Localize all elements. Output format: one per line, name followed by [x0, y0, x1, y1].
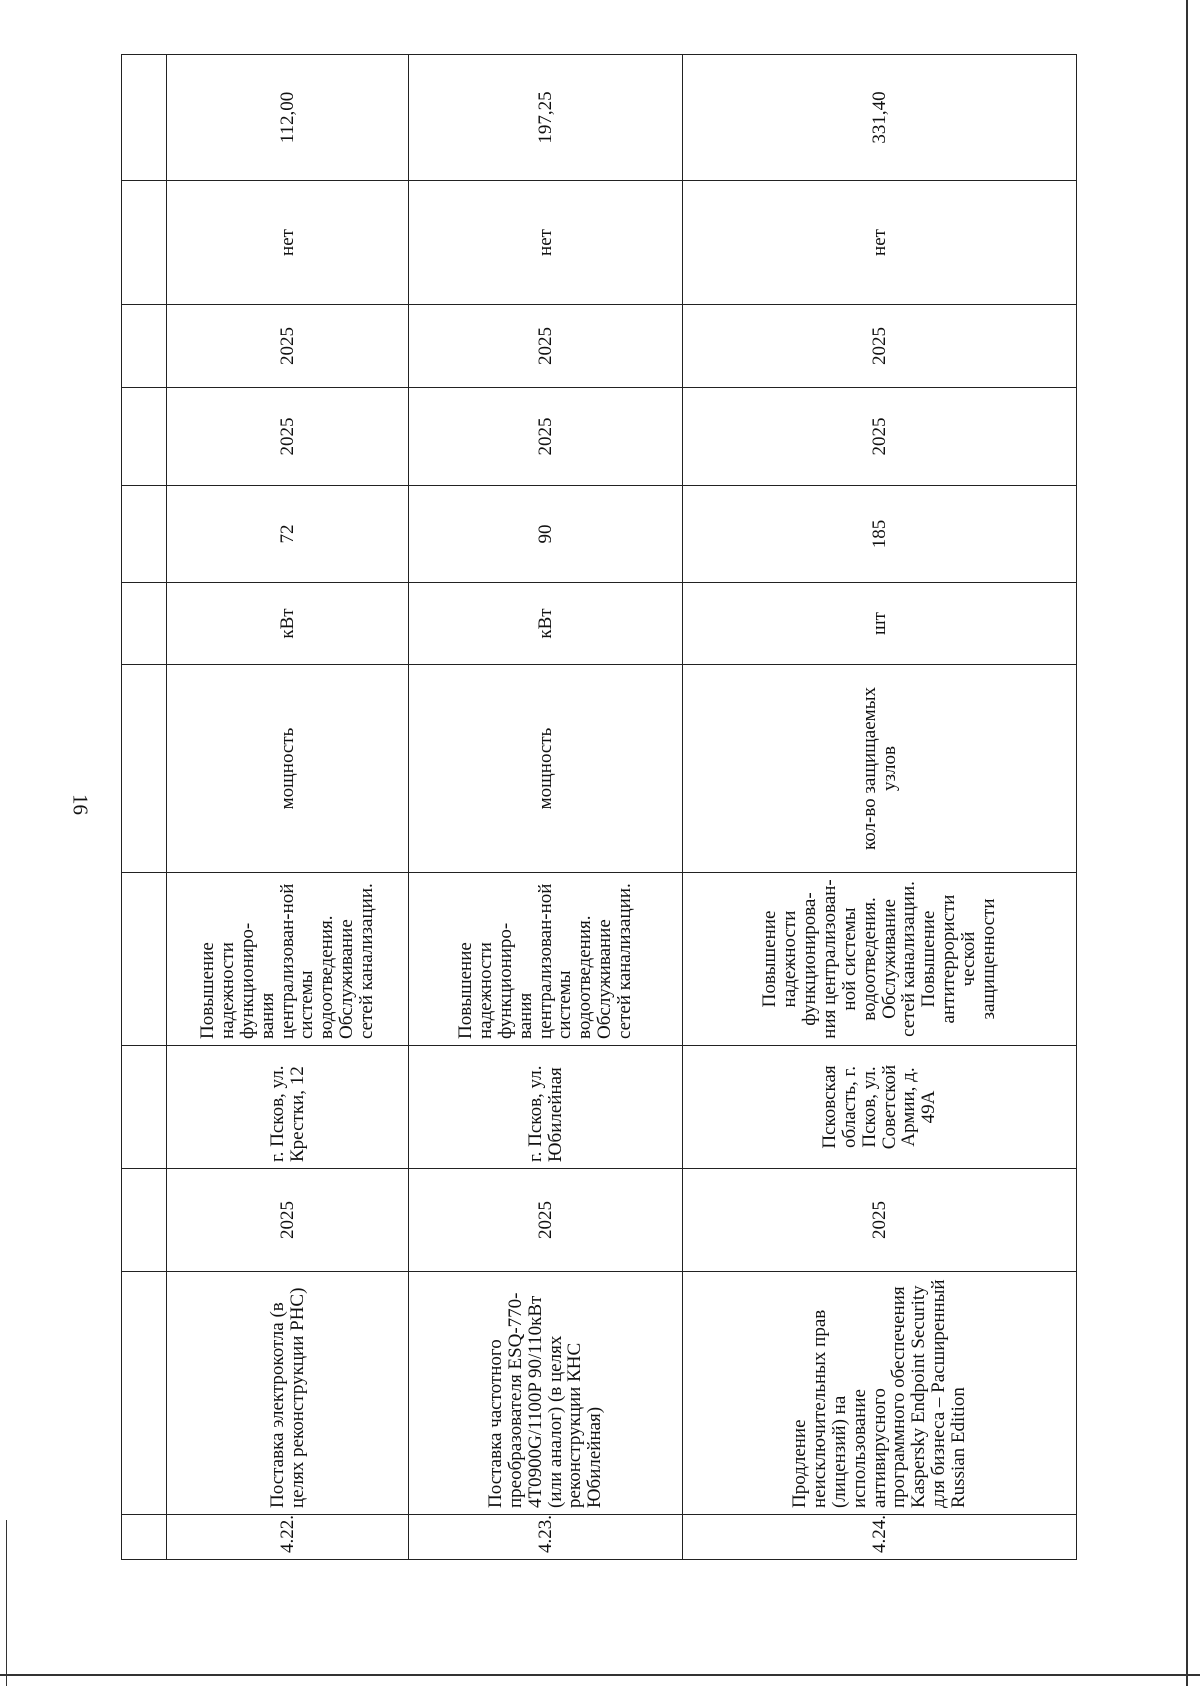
item-value: 90 — [409, 486, 683, 583]
item-name: Поставка электрокотла (в целях реконструкции РНС) — [167, 1272, 409, 1515]
item-end-year: 2025 — [409, 305, 683, 388]
header-cell — [122, 181, 167, 305]
item-address: г. Псков, ул. Крестки, 12 — [167, 1046, 409, 1169]
item-flag: нет — [683, 181, 1077, 305]
item-flag: нет — [167, 181, 409, 305]
item-cost: 197,25 — [409, 55, 683, 181]
item-purpose: Повышение надежности функционирова-ния централизован-ной системы водоотведения. Обслуживание сетей канализации. Повышение антитеррористи ческой защищенности — [683, 873, 1077, 1046]
item-start-year: 2025 — [683, 388, 1077, 486]
header-cell — [122, 1169, 167, 1272]
header-cell — [122, 1046, 167, 1169]
header-cell — [122, 873, 167, 1046]
header-cell — [122, 388, 167, 486]
header-cell — [122, 583, 167, 665]
item-unit: кВт — [409, 583, 683, 665]
header-cell — [122, 665, 167, 873]
page-edge-bottom — [0, 1674, 1200, 1676]
table-row — [409, 55, 683, 1560]
item-value: 72 — [167, 486, 409, 583]
item-address: г. Псков, ул. Юбилейная — [409, 1046, 683, 1169]
item-indicator: мощность — [167, 665, 409, 873]
item-indicator: кол-во защищаемых узлов — [683, 665, 1077, 873]
row-number: 4.24. — [683, 1515, 1077, 1560]
item-flag: нет — [409, 181, 683, 305]
item-unit: шт — [683, 583, 1077, 665]
header-cell — [122, 486, 167, 583]
header-cell — [122, 55, 167, 181]
item-end-year: 2025 — [683, 305, 1077, 388]
page-number: 16 — [68, 794, 93, 815]
item-end-year: 2025 — [167, 305, 409, 388]
item-unit: кВт — [167, 583, 409, 665]
rotated-table-container — [121, 72, 1076, 1560]
item-address: Псковская область, г. Псков, ул. Советской Армии, д. 49А — [683, 1046, 1077, 1169]
page-edge-left — [6, 1520, 7, 1686]
header-cell — [122, 1515, 167, 1560]
item-indicator: мощность — [409, 665, 683, 873]
item-name: Продление неисключительных прав (лицензий) на использование антивирусного программного обеспечения Kaspersky Endpoint Security для бизнеса – Расширенный Russian Edition — [683, 1272, 1077, 1515]
item-year: 2025 — [409, 1169, 683, 1272]
row-number: 4.22. — [167, 1515, 409, 1560]
table-row — [167, 55, 409, 1560]
item-name: Поставка частотного преобразователя ESQ-770-4T0900G/1100P 90/110кВт (или аналог) (в целях реконструкции КНС Юбилейная) — [409, 1272, 683, 1515]
item-purpose: Повышение надежности функциониро-вания централизован-ной системы водоотведения. Обслуживание сетей канализации. — [409, 873, 683, 1046]
table-row — [683, 55, 1077, 1560]
item-value: 185 — [683, 486, 1077, 583]
page-edge-right — [1186, 0, 1188, 1686]
item-start-year: 2025 — [409, 388, 683, 486]
item-purpose: Повышение надежности функциониро-вания централизован-ной системы водоотведения. Обслуживание сетей канализации. — [167, 873, 409, 1046]
investment-table — [121, 54, 1077, 1560]
item-cost: 331,40 — [683, 55, 1077, 181]
item-cost: 112,00 — [167, 55, 409, 181]
item-year: 2025 — [167, 1169, 409, 1272]
item-start-year: 2025 — [167, 388, 409, 486]
header-cell — [122, 1272, 167, 1515]
item-year: 2025 — [683, 1169, 1077, 1272]
header-cell — [122, 305, 167, 388]
table-header-row — [122, 55, 167, 1560]
row-number: 4.23. — [409, 1515, 683, 1560]
